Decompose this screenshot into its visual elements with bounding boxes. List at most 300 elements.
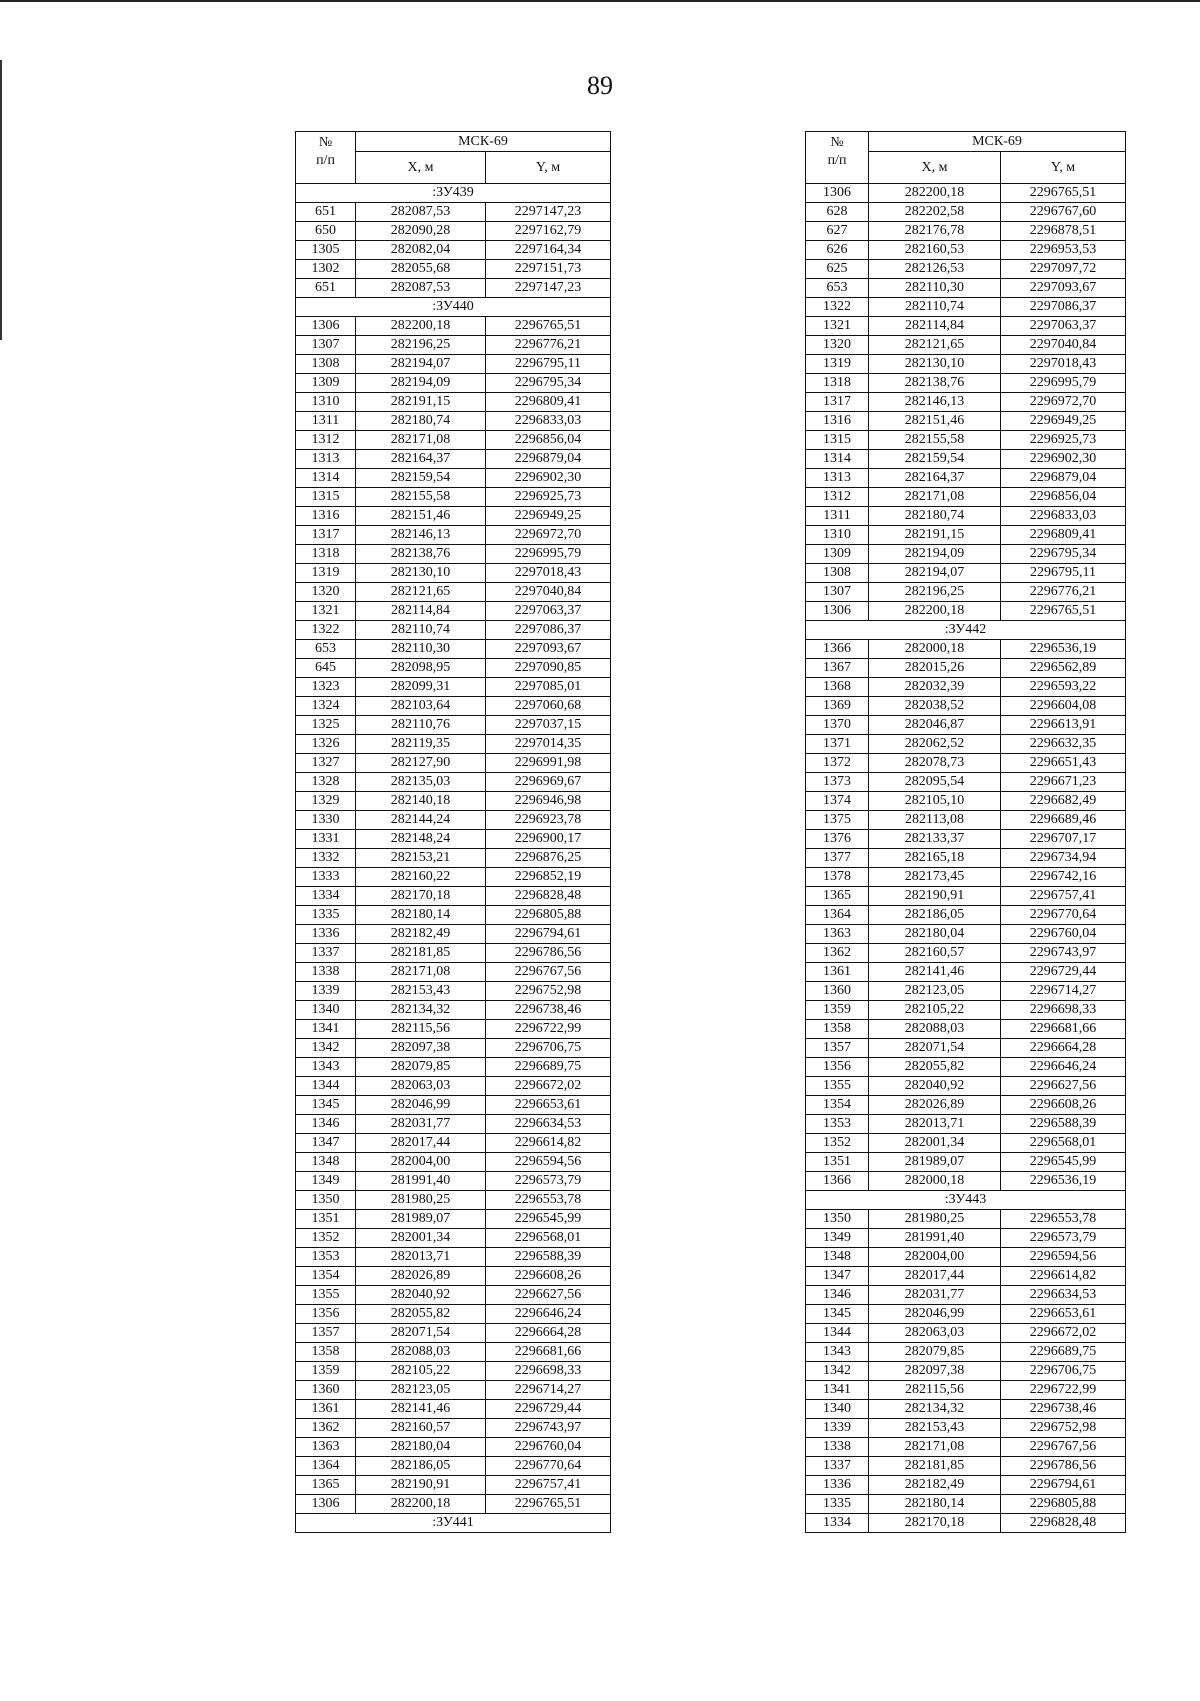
y-coordinate-cell: 2296604,08 xyxy=(1001,697,1126,716)
point-number-cell: 1356 xyxy=(296,1305,356,1324)
table-row xyxy=(296,849,611,868)
table-row xyxy=(806,469,1126,488)
point-number-cell: 1359 xyxy=(806,1001,869,1020)
table-row xyxy=(296,716,611,735)
y-coordinate-cell: 2296742,16 xyxy=(1001,868,1126,887)
y-coordinate-cell: 2296706,75 xyxy=(1001,1362,1126,1381)
y-coordinate-cell: 2296634,53 xyxy=(1001,1286,1126,1305)
point-number-cell: 1365 xyxy=(296,1476,356,1495)
point-number-cell: 1310 xyxy=(296,393,356,412)
y-coordinate-cell: 2296536,19 xyxy=(1001,1172,1126,1191)
x-coordinate-cell: 282181,85 xyxy=(356,944,486,963)
x-coordinate-cell: 282026,89 xyxy=(869,1096,1001,1115)
point-number-cell: 628 xyxy=(806,203,869,222)
x-coordinate-cell: 282165,18 xyxy=(869,849,1001,868)
point-number-cell: 1367 xyxy=(806,659,869,678)
section-label: :ЗУ443 xyxy=(806,1191,1126,1210)
x-coordinate-cell: 281980,25 xyxy=(869,1210,1001,1229)
y-coordinate-cell: 2296672,02 xyxy=(1001,1324,1126,1343)
x-coordinate-cell: 282160,22 xyxy=(356,868,486,887)
y-coordinate-cell: 2296770,64 xyxy=(486,1457,611,1476)
y-coordinate-cell: 2296743,97 xyxy=(1001,944,1126,963)
x-coordinate-cell: 282040,92 xyxy=(356,1286,486,1305)
table-row xyxy=(296,1001,611,1020)
x-coordinate-cell: 282000,18 xyxy=(869,640,1001,659)
x-coordinate-cell: 282146,13 xyxy=(869,393,1001,412)
point-number-cell: 1360 xyxy=(806,982,869,1001)
table-row xyxy=(296,1286,611,1305)
y-coordinate-cell: 2296995,79 xyxy=(1001,374,1126,393)
y-coordinate-cell: 2296707,17 xyxy=(1001,830,1126,849)
header-x: X, м xyxy=(869,152,1001,184)
x-coordinate-cell: 282098,95 xyxy=(356,659,486,678)
point-number-cell: 1313 xyxy=(806,469,869,488)
point-number-cell: 1316 xyxy=(296,507,356,526)
table-row xyxy=(806,526,1126,545)
table-row xyxy=(296,203,611,222)
x-coordinate-cell: 282013,71 xyxy=(356,1248,486,1267)
point-number-cell: 1340 xyxy=(296,1001,356,1020)
y-coordinate-cell: 2297037,15 xyxy=(486,716,611,735)
y-coordinate-cell: 2296681,66 xyxy=(1001,1020,1126,1039)
x-coordinate-cell: 282180,04 xyxy=(356,1438,486,1457)
y-coordinate-cell: 2296902,30 xyxy=(486,469,611,488)
point-number-cell: 1310 xyxy=(806,526,869,545)
y-coordinate-cell: 2296856,04 xyxy=(486,431,611,450)
y-coordinate-cell: 2296969,67 xyxy=(486,773,611,792)
header-y: Y, м xyxy=(486,152,611,184)
y-coordinate-cell: 2297097,72 xyxy=(1001,260,1126,279)
point-number-cell: 1330 xyxy=(296,811,356,830)
table-row xyxy=(296,1229,611,1248)
y-coordinate-cell: 2296545,99 xyxy=(1001,1153,1126,1172)
y-coordinate-cell: 2296588,39 xyxy=(486,1248,611,1267)
x-coordinate-cell: 282200,18 xyxy=(869,184,1001,203)
x-coordinate-cell: 282160,57 xyxy=(356,1419,486,1438)
y-coordinate-cell: 2296923,78 xyxy=(486,811,611,830)
x-coordinate-cell: 282071,54 xyxy=(356,1324,486,1343)
y-coordinate-cell: 2296752,98 xyxy=(1001,1419,1126,1438)
table-row xyxy=(296,678,611,697)
y-coordinate-cell: 2296776,21 xyxy=(1001,583,1126,602)
x-coordinate-cell: 282126,53 xyxy=(869,260,1001,279)
y-coordinate-cell: 2296706,75 xyxy=(486,1039,611,1058)
coordinates-table-right xyxy=(805,131,1126,1533)
point-number-cell: 1372 xyxy=(806,754,869,773)
point-number-cell: 1375 xyxy=(806,811,869,830)
table-row xyxy=(296,773,611,792)
coordinates-table-left xyxy=(295,131,611,1533)
x-coordinate-cell: 282055,68 xyxy=(356,260,486,279)
point-number-cell: 1359 xyxy=(296,1362,356,1381)
table-row xyxy=(296,906,611,925)
table-row xyxy=(296,1343,611,1362)
y-coordinate-cell: 2297093,67 xyxy=(486,640,611,659)
y-coordinate-cell: 2296757,41 xyxy=(1001,887,1126,906)
x-coordinate-cell: 282017,44 xyxy=(869,1267,1001,1286)
table-row xyxy=(806,1134,1126,1153)
x-coordinate-cell: 282196,25 xyxy=(869,583,1001,602)
table-row xyxy=(806,1286,1126,1305)
point-number-cell: 645 xyxy=(296,659,356,678)
section-row xyxy=(806,1191,1126,1210)
y-coordinate-cell: 2296729,44 xyxy=(486,1400,611,1419)
section-label: :ЗУ439 xyxy=(296,184,611,203)
point-number-cell: 1337 xyxy=(296,944,356,963)
point-number-cell: 1371 xyxy=(806,735,869,754)
x-coordinate-cell: 282082,04 xyxy=(356,241,486,260)
table-row xyxy=(296,317,611,336)
table-row xyxy=(296,811,611,830)
table-row xyxy=(296,222,611,241)
scan-edge-left xyxy=(0,60,2,340)
y-coordinate-cell: 2296729,44 xyxy=(1001,963,1126,982)
x-coordinate-cell: 282119,35 xyxy=(356,735,486,754)
point-number-cell: 1341 xyxy=(296,1020,356,1039)
table-row xyxy=(296,412,611,431)
point-number-cell: 1357 xyxy=(296,1324,356,1343)
y-coordinate-cell: 2296879,04 xyxy=(1001,469,1126,488)
table-row xyxy=(806,830,1126,849)
point-number-cell: 1339 xyxy=(806,1419,869,1438)
point-number-cell: 1322 xyxy=(296,621,356,640)
point-number-cell: 1376 xyxy=(806,830,869,849)
x-coordinate-cell: 282110,30 xyxy=(356,640,486,659)
header-coordinate-system: МСК-69 xyxy=(356,132,611,152)
y-coordinate-cell: 2297018,43 xyxy=(1001,355,1126,374)
y-coordinate-cell: 2296734,94 xyxy=(1001,849,1126,868)
table-row xyxy=(296,279,611,298)
y-coordinate-cell: 2296760,04 xyxy=(1001,925,1126,944)
y-coordinate-cell: 2296681,66 xyxy=(486,1343,611,1362)
point-number-cell: 1327 xyxy=(296,754,356,773)
point-number-cell: 1350 xyxy=(806,1210,869,1229)
y-coordinate-cell: 2296714,27 xyxy=(1001,982,1126,1001)
table-row xyxy=(296,754,611,773)
x-coordinate-cell: 282130,10 xyxy=(869,355,1001,374)
y-coordinate-cell: 2297147,23 xyxy=(486,203,611,222)
point-number-cell: 651 xyxy=(296,279,356,298)
point-number-cell: 1319 xyxy=(806,355,869,374)
y-coordinate-cell: 2296902,30 xyxy=(1001,450,1126,469)
y-coordinate-cell: 2296757,41 xyxy=(486,1476,611,1495)
point-number-cell: 1323 xyxy=(296,678,356,697)
table-row xyxy=(806,1153,1126,1172)
x-coordinate-cell: 282110,76 xyxy=(356,716,486,735)
section-row xyxy=(806,621,1126,640)
point-number-cell: 1324 xyxy=(296,697,356,716)
table-row xyxy=(806,1495,1126,1514)
x-coordinate-cell: 282155,58 xyxy=(869,431,1001,450)
point-number-cell: 1343 xyxy=(296,1058,356,1077)
table-row xyxy=(296,1191,611,1210)
x-coordinate-cell: 282110,30 xyxy=(869,279,1001,298)
x-coordinate-cell: 282105,22 xyxy=(356,1362,486,1381)
x-coordinate-cell: 282190,91 xyxy=(869,887,1001,906)
point-number-cell: 1306 xyxy=(296,1495,356,1514)
table-row xyxy=(296,1077,611,1096)
point-number-cell: 626 xyxy=(806,241,869,260)
y-coordinate-cell: 2297085,01 xyxy=(486,678,611,697)
y-coordinate-cell: 2297164,34 xyxy=(486,241,611,260)
table-row xyxy=(806,849,1126,868)
x-coordinate-cell: 282171,08 xyxy=(356,963,486,982)
x-coordinate-cell: 282046,87 xyxy=(869,716,1001,735)
point-number-cell: 1347 xyxy=(296,1134,356,1153)
table-row xyxy=(806,583,1126,602)
x-coordinate-cell: 282141,46 xyxy=(356,1400,486,1419)
x-coordinate-cell: 282078,73 xyxy=(869,754,1001,773)
y-coordinate-cell: 2296698,33 xyxy=(1001,1001,1126,1020)
x-coordinate-cell: 282176,78 xyxy=(869,222,1001,241)
point-number-cell: 1364 xyxy=(806,906,869,925)
table-row xyxy=(296,1381,611,1400)
point-number-cell: 1346 xyxy=(296,1115,356,1134)
x-coordinate-cell: 282180,74 xyxy=(869,507,1001,526)
x-coordinate-cell: 281980,25 xyxy=(356,1191,486,1210)
x-coordinate-cell: 282095,54 xyxy=(869,773,1001,792)
table-row xyxy=(806,355,1126,374)
point-number-cell: 1370 xyxy=(806,716,869,735)
table-row xyxy=(296,431,611,450)
x-coordinate-cell: 282087,53 xyxy=(356,203,486,222)
table-row xyxy=(296,1172,611,1191)
point-number-cell: 1344 xyxy=(806,1324,869,1343)
y-coordinate-cell: 2296672,02 xyxy=(486,1077,611,1096)
x-coordinate-cell: 282180,14 xyxy=(356,906,486,925)
point-number-cell: 1363 xyxy=(806,925,869,944)
table-row xyxy=(296,241,611,260)
x-coordinate-cell: 282017,44 xyxy=(356,1134,486,1153)
table-row xyxy=(806,811,1126,830)
table-row xyxy=(296,982,611,1001)
x-coordinate-cell: 282134,32 xyxy=(356,1001,486,1020)
x-coordinate-cell: 282164,37 xyxy=(869,469,1001,488)
x-coordinate-cell: 282130,10 xyxy=(356,564,486,583)
table-row xyxy=(806,1419,1126,1438)
section-label: :ЗУ441 xyxy=(296,1514,611,1533)
table-row xyxy=(806,203,1126,222)
y-coordinate-cell: 2296573,79 xyxy=(486,1172,611,1191)
point-number-cell: 1347 xyxy=(806,1267,869,1286)
x-coordinate-cell: 282200,18 xyxy=(356,1495,486,1514)
point-number-cell: 1368 xyxy=(806,678,869,697)
x-coordinate-cell: 282191,15 xyxy=(356,393,486,412)
x-coordinate-cell: 282123,05 xyxy=(356,1381,486,1400)
x-coordinate-cell: 282110,74 xyxy=(356,621,486,640)
table-row xyxy=(806,184,1126,203)
y-coordinate-cell: 2296828,48 xyxy=(1001,1514,1126,1533)
y-coordinate-cell: 2296588,39 xyxy=(1001,1115,1126,1134)
table-row xyxy=(296,735,611,754)
table-row xyxy=(296,393,611,412)
y-coordinate-cell: 2296689,46 xyxy=(1001,811,1126,830)
x-coordinate-cell: 282171,08 xyxy=(356,431,486,450)
section-label: :ЗУ442 xyxy=(806,621,1126,640)
point-number-cell: 650 xyxy=(296,222,356,241)
point-number-cell: 653 xyxy=(296,640,356,659)
y-coordinate-cell: 2297162,79 xyxy=(486,222,611,241)
table-row xyxy=(806,1457,1126,1476)
point-number-cell: 1335 xyxy=(296,906,356,925)
table-row xyxy=(806,298,1126,317)
point-number-cell: 1349 xyxy=(806,1229,869,1248)
point-number-cell: 1311 xyxy=(806,507,869,526)
table-row xyxy=(296,602,611,621)
x-coordinate-cell: 282194,07 xyxy=(869,564,1001,583)
y-coordinate-cell: 2296972,70 xyxy=(486,526,611,545)
point-number-cell: 1334 xyxy=(806,1514,869,1533)
point-number-cell: 1362 xyxy=(806,944,869,963)
table-row xyxy=(806,659,1126,678)
point-number-cell: 1309 xyxy=(296,374,356,393)
y-coordinate-cell: 2296573,79 xyxy=(1001,1229,1126,1248)
table-row xyxy=(806,431,1126,450)
x-coordinate-cell: 282180,74 xyxy=(356,412,486,431)
x-coordinate-cell: 282148,24 xyxy=(356,830,486,849)
y-coordinate-cell: 2297060,68 xyxy=(486,697,611,716)
y-coordinate-cell: 2296553,78 xyxy=(1001,1210,1126,1229)
table-row xyxy=(296,374,611,393)
y-coordinate-cell: 2296714,27 xyxy=(486,1381,611,1400)
y-coordinate-cell: 2296722,99 xyxy=(486,1020,611,1039)
point-number-cell: 1329 xyxy=(296,792,356,811)
point-number-cell: 1353 xyxy=(806,1115,869,1134)
scan-edge-top xyxy=(0,0,1200,2)
y-coordinate-cell: 2296995,79 xyxy=(486,545,611,564)
y-coordinate-cell: 2296809,41 xyxy=(1001,526,1126,545)
x-coordinate-cell: 282159,54 xyxy=(356,469,486,488)
table-row xyxy=(296,1267,611,1286)
x-coordinate-cell: 282079,85 xyxy=(869,1343,1001,1362)
x-coordinate-cell: 282090,28 xyxy=(356,222,486,241)
y-coordinate-cell: 2296651,43 xyxy=(1001,754,1126,773)
table-row xyxy=(296,963,611,982)
table-row xyxy=(296,583,611,602)
table-row xyxy=(806,488,1126,507)
x-coordinate-cell: 282141,46 xyxy=(869,963,1001,982)
point-number-cell: 1313 xyxy=(296,450,356,469)
table-row xyxy=(296,792,611,811)
table-row xyxy=(806,507,1126,526)
x-coordinate-cell: 282026,89 xyxy=(356,1267,486,1286)
y-coordinate-cell: 2297018,43 xyxy=(486,564,611,583)
y-coordinate-cell: 2296765,51 xyxy=(486,317,611,336)
table-row xyxy=(806,1077,1126,1096)
point-number-cell: 625 xyxy=(806,260,869,279)
x-coordinate-cell: 282127,90 xyxy=(356,754,486,773)
x-coordinate-cell: 282155,58 xyxy=(356,488,486,507)
point-number-cell: 1362 xyxy=(296,1419,356,1438)
point-number-cell: 1348 xyxy=(296,1153,356,1172)
table-row xyxy=(296,640,611,659)
table-row xyxy=(806,1001,1126,1020)
point-number-cell: 1349 xyxy=(296,1172,356,1191)
table-row xyxy=(806,317,1126,336)
table-row xyxy=(806,1324,1126,1343)
table-row xyxy=(296,659,611,678)
y-coordinate-cell: 2297040,84 xyxy=(486,583,611,602)
x-coordinate-cell: 282138,76 xyxy=(869,374,1001,393)
point-number-cell: 1306 xyxy=(296,317,356,336)
y-coordinate-cell: 2296878,51 xyxy=(1001,222,1126,241)
point-number-cell: 1333 xyxy=(296,868,356,887)
point-number-cell: 1328 xyxy=(296,773,356,792)
header-number: № п/п xyxy=(806,132,869,184)
table-row xyxy=(296,621,611,640)
table-row xyxy=(296,1495,611,1514)
y-coordinate-cell: 2296614,82 xyxy=(486,1134,611,1153)
y-coordinate-cell: 2296925,73 xyxy=(1001,431,1126,450)
table-row xyxy=(806,716,1126,735)
x-coordinate-cell: 282173,45 xyxy=(869,868,1001,887)
point-number-cell: 1306 xyxy=(806,184,869,203)
point-number-cell: 1374 xyxy=(806,792,869,811)
y-coordinate-cell: 2296794,61 xyxy=(486,925,611,944)
x-coordinate-cell: 282055,82 xyxy=(356,1305,486,1324)
x-coordinate-cell: 282062,52 xyxy=(869,735,1001,754)
x-coordinate-cell: 282001,34 xyxy=(869,1134,1001,1153)
table-row xyxy=(296,887,611,906)
point-number-cell: 653 xyxy=(806,279,869,298)
x-coordinate-cell: 281989,07 xyxy=(356,1210,486,1229)
point-number-cell: 1345 xyxy=(296,1096,356,1115)
table-row xyxy=(806,336,1126,355)
point-number-cell: 1352 xyxy=(296,1229,356,1248)
x-coordinate-cell: 281991,40 xyxy=(869,1229,1001,1248)
y-coordinate-cell: 2296664,28 xyxy=(486,1324,611,1343)
point-number-cell: 1307 xyxy=(806,583,869,602)
point-number-cell: 1336 xyxy=(296,925,356,944)
x-coordinate-cell: 282134,32 xyxy=(869,1400,1001,1419)
table-row xyxy=(806,602,1126,621)
y-coordinate-cell: 2296876,25 xyxy=(486,849,611,868)
point-number-cell: 1360 xyxy=(296,1381,356,1400)
x-coordinate-cell: 282160,57 xyxy=(869,944,1001,963)
x-coordinate-cell: 282180,04 xyxy=(869,925,1001,944)
table-row xyxy=(806,640,1126,659)
point-number-cell: 1340 xyxy=(806,1400,869,1419)
y-coordinate-cell: 2296553,78 xyxy=(486,1191,611,1210)
table-row xyxy=(296,488,611,507)
y-coordinate-cell: 2296828,48 xyxy=(486,887,611,906)
y-coordinate-cell: 2296627,56 xyxy=(1001,1077,1126,1096)
point-number-cell: 627 xyxy=(806,222,869,241)
table-row xyxy=(296,1457,611,1476)
x-coordinate-cell: 282171,08 xyxy=(869,488,1001,507)
y-coordinate-cell: 2296627,56 xyxy=(486,1286,611,1305)
y-coordinate-cell: 2297014,35 xyxy=(486,735,611,754)
x-coordinate-cell: 282153,43 xyxy=(356,982,486,1001)
point-number-cell: 1321 xyxy=(806,317,869,336)
point-number-cell: 1344 xyxy=(296,1077,356,1096)
table-row xyxy=(296,830,611,849)
table-row xyxy=(806,374,1126,393)
x-coordinate-cell: 282000,18 xyxy=(869,1172,1001,1191)
table-row xyxy=(296,1476,611,1495)
point-number-cell: 1336 xyxy=(806,1476,869,1495)
x-coordinate-cell: 282046,99 xyxy=(356,1096,486,1115)
y-coordinate-cell: 2297040,84 xyxy=(1001,336,1126,355)
x-coordinate-cell: 282159,54 xyxy=(869,450,1001,469)
y-coordinate-cell: 2296972,70 xyxy=(1001,393,1126,412)
table-row xyxy=(806,925,1126,944)
point-number-cell: 1331 xyxy=(296,830,356,849)
section-row xyxy=(296,298,611,317)
table-row xyxy=(296,1324,611,1343)
x-coordinate-cell: 282151,46 xyxy=(869,412,1001,431)
y-coordinate-cell: 2296925,73 xyxy=(486,488,611,507)
